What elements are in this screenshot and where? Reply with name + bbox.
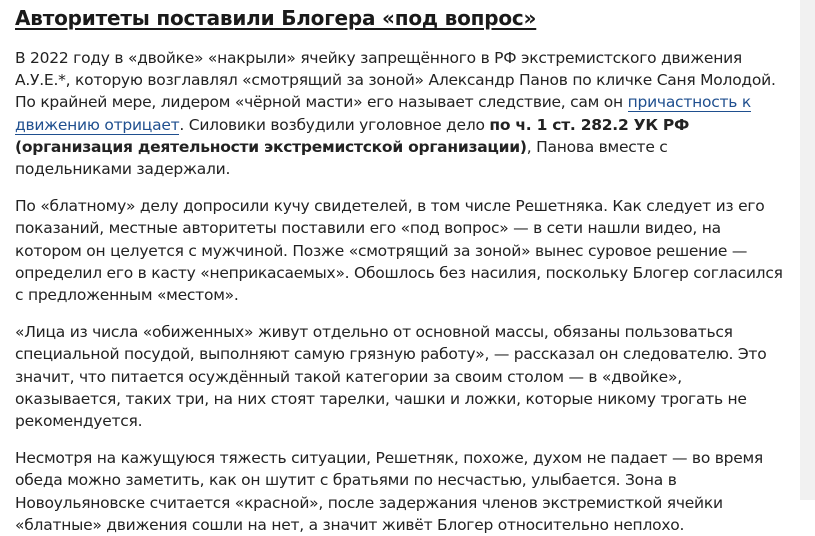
paragraph-2: По «блатному» делу допросили кучу свидетелей, в том числе Решетняка. Как следует из его показаний, местные авторитеты поставили его «под вопрос» — в сети нашли видео, на котором он целуется с мужчиной. Позже «смотрящий за зоной» вынес суровое решение — определил его в касту «неприкасаемых». Обошлось без насилия, поскольку Блогер согласился с предложенным «местом». bbox=[15, 197, 783, 305]
paragraph-1 bbox=[15, 47, 785, 180]
paragraph-3: «Лица из числа «обиженных» живут отдельно от основной массы, обязаны пользоваться специальной посудой, выполняют самую грязную работу», — рассказал он следователю. Это значит, что питается осуждённый такой категории за своим столом — в «двойке», оказывается, таких три, на них стоят тарелки, чашки и ложки, которые никому трогать не рекомендуется. bbox=[15, 323, 767, 431]
right-side-strip bbox=[800, 0, 815, 500]
denial-link[interactable]: причастность к движению отрицает bbox=[15, 93, 751, 134]
section-heading: Авторитеты поставили Блогера «под вопрос» bbox=[15, 6, 537, 30]
criminal-code-reference: по ч. 1 ст. 282.2 УК РФ (организация деятельности экстремистской организации) bbox=[15, 115, 690, 156]
paragraph-1-text-c: , Панова вместе с подельниками задержали. bbox=[15, 137, 668, 179]
paragraph-4: Несмотря на кажущуюся тяжесть ситуации, Решетняк, похоже, духом не падает — во время обеда можно заметить, как он шутит с братьями по несчастью, улыбается. Зона в Новоульяновске считается «красной», после задержания членов экстремисткой ячейки «блатные» движения сошли на нет, а значит живёт Блогер относительно неплохо. bbox=[15, 449, 764, 534]
paragraph-1-text-b: . Силовики возбудили уголовное дело bbox=[179, 115, 490, 134]
article-body bbox=[15, 0, 785, 536]
paragraph-1-text-a: В 2022 году в «двойке» «накрыли» ячейку запрещённого в РФ экстремистского движения А.У.Е.*, которую возглавлял «смотрящий за зоной» Александр Панов по кличке Саня Молодой. По крайней мере, лидером «чёрной масти» его называет следствие, сам он bbox=[15, 49, 776, 112]
